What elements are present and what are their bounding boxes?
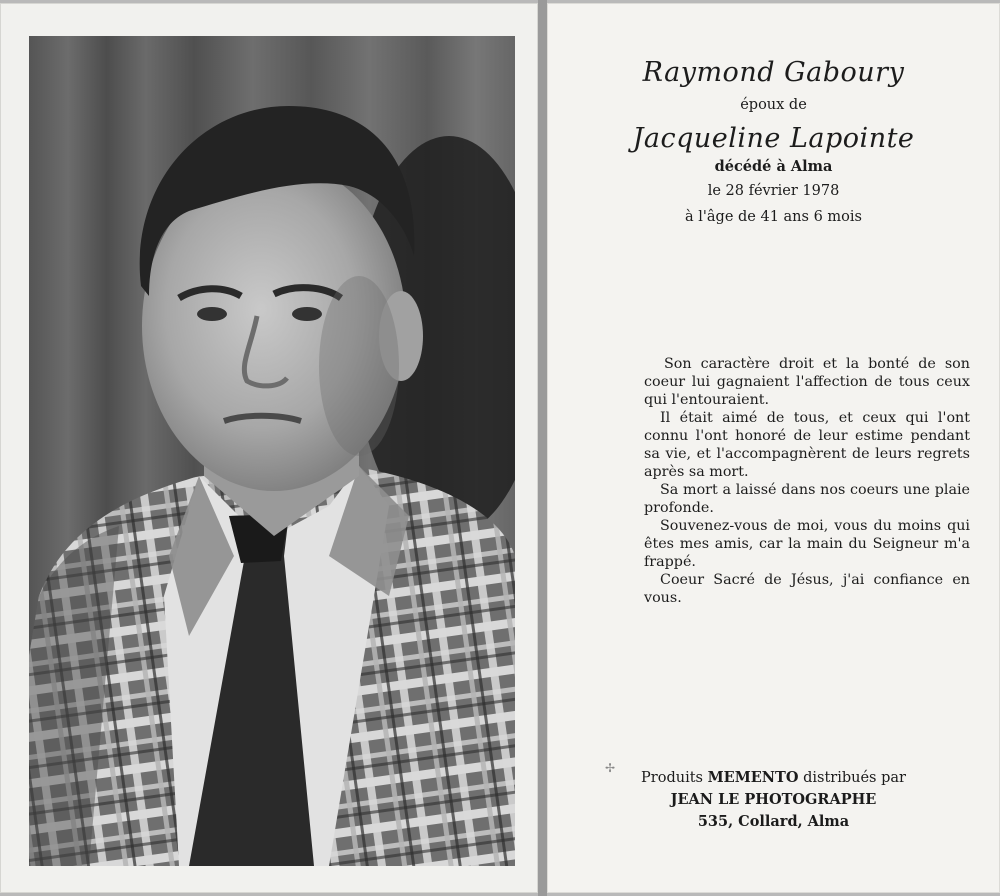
deceased-name: Raymond Gaboury [642, 57, 905, 88]
footer-brand: MEMENTO [707, 769, 799, 786]
memorial-paragraph: Coeur Sacré de Jésus, j'ai confiance en vous. [644, 572, 970, 606]
photo-card [0, 3, 538, 893]
text-card [547, 3, 1000, 893]
card-footer [547, 767, 1000, 833]
card-header [547, 55, 1000, 227]
spouse-intro: époux de [740, 97, 807, 113]
age-at-death: à l'âge de 41 ans 6 mois [685, 209, 862, 225]
death-date: le 28 février 1978 [707, 183, 840, 199]
footer-products: Produits [641, 770, 708, 786]
footer-address: 535, Collard, Alma [697, 813, 850, 830]
footer-distributed: distribués par [798, 770, 906, 786]
spouse-name: Jacqueline Lapointe [632, 123, 915, 154]
footer-photographer: JEAN LE PHOTOGRAPHE [670, 791, 877, 808]
card-separator [538, 0, 547, 896]
print-speck: ✢ [605, 761, 616, 775]
memorial-paragraph: Sa mort a laissé dans nos coeurs une plaie profonde. [644, 482, 970, 516]
memorial-paragraph: Il était aimé de tous, et ceux qui l'ont connu l'ont honoré de leur estime pendant sa vie, et l'accompagnèrent de leurs regrets après sa mort. [644, 410, 970, 480]
portrait-photo [29, 36, 515, 866]
memorial-paragraph: Souvenez-vous de moi, vous du moins qui êtes mes amis, car la main du Seigneur m'a frappé. [644, 518, 970, 570]
memorial-paragraph: Son caractère droit et la bonté de son coeur lui gagnaient l'affection de tous ceux qui l'entouraient. [644, 356, 970, 408]
memorial-text [644, 355, 970, 607]
death-place: décédé à Alma [714, 158, 833, 175]
